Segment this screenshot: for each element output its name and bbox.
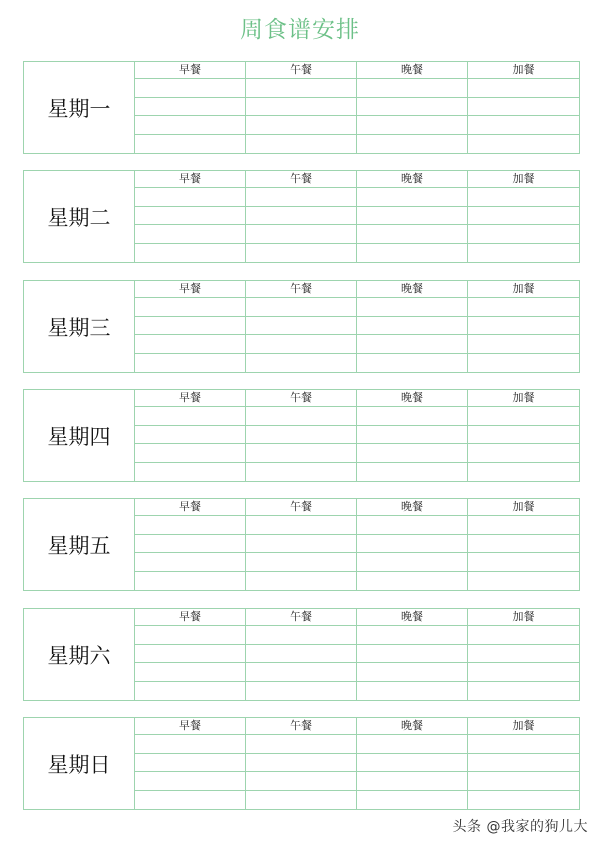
- meal-entry-cell[interactable]: [468, 207, 579, 226]
- meal-entry-cell[interactable]: [246, 535, 357, 554]
- meal-grid: [135, 62, 579, 153]
- meal-header: 加餐: [468, 718, 579, 735]
- meal-header: 早餐: [135, 390, 246, 407]
- meal-entry-cell[interactable]: [135, 225, 246, 244]
- meal-entry-cell[interactable]: [246, 772, 357, 791]
- day-label: 星期一: [24, 62, 135, 153]
- day-block: [23, 280, 580, 373]
- meal-entry-cell[interactable]: [357, 225, 468, 244]
- meal-entry-cell[interactable]: [468, 626, 579, 645]
- day-block: [23, 608, 580, 701]
- meal-header: 午餐: [246, 499, 357, 516]
- meal-grid: [135, 281, 579, 372]
- meal-entry-cell[interactable]: [468, 535, 579, 554]
- meal-entry-cell[interactable]: [357, 317, 468, 336]
- meal-entry-cell[interactable]: [468, 791, 579, 810]
- meal-entry-cell[interactable]: [468, 735, 579, 754]
- meal-header: 加餐: [468, 390, 579, 407]
- meal-entry-cell[interactable]: [246, 98, 357, 117]
- day-label: 星期三: [24, 281, 135, 372]
- meal-entry-cell[interactable]: [468, 298, 579, 317]
- meal-entry-cell[interactable]: [357, 735, 468, 754]
- meal-entry-cell[interactable]: [135, 535, 246, 554]
- meal-entry-cell[interactable]: [357, 535, 468, 554]
- meal-entry-cell[interactable]: [468, 463, 579, 482]
- meal-header: 早餐: [135, 499, 246, 516]
- meal-entry-cell[interactable]: [357, 572, 468, 591]
- meal-entry-cell[interactable]: [357, 116, 468, 135]
- meal-header: 早餐: [135, 281, 246, 298]
- meal-entry-cell[interactable]: [357, 516, 468, 535]
- meal-entry-cell[interactable]: [357, 244, 468, 263]
- meal-entry-cell[interactable]: [468, 225, 579, 244]
- meal-header: 早餐: [135, 171, 246, 188]
- meal-entry-cell[interactable]: [135, 116, 246, 135]
- meal-entry-cell[interactable]: [246, 682, 357, 701]
- meal-entry-cell[interactable]: [246, 553, 357, 572]
- meal-entry-cell[interactable]: [468, 645, 579, 664]
- meal-entry-cell[interactable]: [135, 317, 246, 336]
- meal-entry-cell[interactable]: [246, 754, 357, 773]
- meal-grid: [135, 390, 579, 481]
- meal-entry-cell[interactable]: [246, 225, 357, 244]
- meal-entry-cell[interactable]: [246, 116, 357, 135]
- meal-entry-cell[interactable]: [357, 772, 468, 791]
- meal-entry-cell[interactable]: [357, 298, 468, 317]
- meal-entry-cell[interactable]: [357, 207, 468, 226]
- meal-header: 晚餐: [357, 499, 468, 516]
- meal-entry-cell[interactable]: [357, 79, 468, 98]
- meal-entry-cell[interactable]: [135, 444, 246, 463]
- meal-entry-cell[interactable]: [135, 553, 246, 572]
- meal-entry-cell[interactable]: [468, 426, 579, 445]
- meal-entry-cell[interactable]: [135, 791, 246, 810]
- meal-entry-cell[interactable]: [135, 682, 246, 701]
- meal-entry-cell[interactable]: [135, 298, 246, 317]
- meal-entry-cell[interactable]: [468, 572, 579, 591]
- meal-entry-cell[interactable]: [135, 772, 246, 791]
- meal-entry-cell[interactable]: [246, 407, 357, 426]
- meal-grid: [135, 499, 579, 590]
- meal-entry-cell[interactable]: [357, 98, 468, 117]
- meal-entry-cell[interactable]: [357, 463, 468, 482]
- meal-entry-cell[interactable]: [468, 79, 579, 98]
- meal-entry-cell[interactable]: [468, 444, 579, 463]
- meal-entry-cell[interactable]: [246, 426, 357, 445]
- day-block: [23, 170, 580, 263]
- meal-entry-cell[interactable]: [357, 754, 468, 773]
- meal-entry-cell[interactable]: [357, 426, 468, 445]
- meal-entry-cell[interactable]: [357, 791, 468, 810]
- meal-entry-cell[interactable]: [468, 116, 579, 135]
- meal-entry-cell[interactable]: [357, 682, 468, 701]
- meal-entry-cell[interactable]: [468, 553, 579, 572]
- meal-entry-cell[interactable]: [246, 135, 357, 154]
- meal-entry-cell[interactable]: [468, 354, 579, 373]
- meal-entry-cell[interactable]: [468, 317, 579, 336]
- meal-entry-cell[interactable]: [135, 426, 246, 445]
- meal-entry-cell[interactable]: [135, 754, 246, 773]
- meal-entry-cell[interactable]: [357, 407, 468, 426]
- page-title: 周食谱安排: [240, 17, 360, 43]
- meal-header: 早餐: [135, 609, 246, 626]
- meal-entry-cell[interactable]: [468, 188, 579, 207]
- meal-entry-cell[interactable]: [246, 298, 357, 317]
- meal-entry-cell[interactable]: [135, 135, 246, 154]
- meal-entry-cell[interactable]: [246, 79, 357, 98]
- meal-entry-cell[interactable]: [246, 626, 357, 645]
- meal-entry-cell[interactable]: [468, 335, 579, 354]
- meal-entry-cell[interactable]: [135, 645, 246, 664]
- meal-entry-cell[interactable]: [468, 407, 579, 426]
- meal-entry-cell[interactable]: [357, 354, 468, 373]
- meal-entry-cell[interactable]: [246, 207, 357, 226]
- meal-header: 晚餐: [357, 281, 468, 298]
- meal-header: 加餐: [468, 609, 579, 626]
- meal-entry-cell[interactable]: [246, 516, 357, 535]
- meal-header: 早餐: [135, 718, 246, 735]
- meal-entry-cell[interactable]: [468, 516, 579, 535]
- meal-header: 晚餐: [357, 609, 468, 626]
- meal-entry-cell[interactable]: [357, 188, 468, 207]
- meal-header: 加餐: [468, 171, 579, 188]
- meal-entry-cell[interactable]: [468, 244, 579, 263]
- meal-entry-cell[interactable]: [357, 663, 468, 682]
- meal-entry-cell[interactable]: [468, 135, 579, 154]
- meal-entry-cell[interactable]: [135, 79, 246, 98]
- meal-entry-cell[interactable]: [135, 626, 246, 645]
- meal-header: 午餐: [246, 609, 357, 626]
- meal-grid: [135, 171, 579, 262]
- meal-entry-cell[interactable]: [246, 335, 357, 354]
- meal-entry-cell[interactable]: [357, 444, 468, 463]
- meal-entry-cell[interactable]: [468, 682, 579, 701]
- meal-entry-cell[interactable]: [246, 572, 357, 591]
- meal-entry-cell[interactable]: [246, 791, 357, 810]
- meal-entry-cell[interactable]: [468, 772, 579, 791]
- meal-entry-cell[interactable]: [246, 645, 357, 664]
- meal-entry-cell[interactable]: [468, 98, 579, 117]
- meal-grid: [135, 718, 579, 809]
- meal-header: 午餐: [246, 718, 357, 735]
- day-label: 星期五: [24, 499, 135, 590]
- meal-header: 午餐: [246, 62, 357, 79]
- meal-header: 晚餐: [357, 718, 468, 735]
- meal-header: 早餐: [135, 62, 246, 79]
- meal-entry-cell[interactable]: [135, 354, 246, 373]
- day-label: 星期四: [24, 390, 135, 481]
- meal-header: 午餐: [246, 390, 357, 407]
- meal-entry-cell[interactable]: [468, 663, 579, 682]
- meal-header: 晚餐: [357, 390, 468, 407]
- day-label: 星期二: [24, 171, 135, 262]
- meal-entry-cell[interactable]: [246, 735, 357, 754]
- meal-entry-cell[interactable]: [135, 207, 246, 226]
- meal-header: 晚餐: [357, 62, 468, 79]
- meal-entry-cell[interactable]: [135, 407, 246, 426]
- meal-entry-cell[interactable]: [246, 354, 357, 373]
- meal-entry-cell[interactable]: [357, 135, 468, 154]
- meal-entry-cell[interactable]: [135, 735, 246, 754]
- meal-entry-cell[interactable]: [135, 98, 246, 117]
- meal-header: 午餐: [246, 171, 357, 188]
- meal-header: 午餐: [246, 281, 357, 298]
- meal-header: 晚餐: [357, 171, 468, 188]
- meal-entry-cell[interactable]: [135, 663, 246, 682]
- meal-header: 加餐: [468, 62, 579, 79]
- meal-entry-cell[interactable]: [246, 188, 357, 207]
- day-block: [23, 717, 580, 810]
- meal-entry-cell[interactable]: [468, 754, 579, 773]
- meal-entry-cell[interactable]: [135, 516, 246, 535]
- watermark: 头条 @我家的狗儿大: [452, 819, 588, 835]
- meal-entry-cell[interactable]: [357, 335, 468, 354]
- meal-entry-cell[interactable]: [135, 244, 246, 263]
- meal-grid: [135, 609, 579, 700]
- meal-entry-cell[interactable]: [246, 317, 357, 336]
- meal-entry-cell[interactable]: [135, 572, 246, 591]
- meal-header: 加餐: [468, 499, 579, 516]
- day-block: [23, 389, 580, 482]
- meal-entry-cell[interactable]: [246, 444, 357, 463]
- meal-entry-cell[interactable]: [135, 335, 246, 354]
- meal-entry-cell[interactable]: [246, 663, 357, 682]
- meal-entry-cell[interactable]: [246, 463, 357, 482]
- meal-header: 加餐: [468, 281, 579, 298]
- meal-entry-cell[interactable]: [357, 645, 468, 664]
- meal-entry-cell[interactable]: [357, 626, 468, 645]
- day-label: 星期六: [24, 609, 135, 700]
- meal-entry-cell[interactable]: [246, 244, 357, 263]
- day-block: [23, 61, 580, 154]
- meal-entry-cell[interactable]: [357, 553, 468, 572]
- meal-entry-cell[interactable]: [135, 463, 246, 482]
- meal-entry-cell[interactable]: [135, 188, 246, 207]
- day-label: 星期日: [24, 718, 135, 809]
- day-block: [23, 498, 580, 591]
